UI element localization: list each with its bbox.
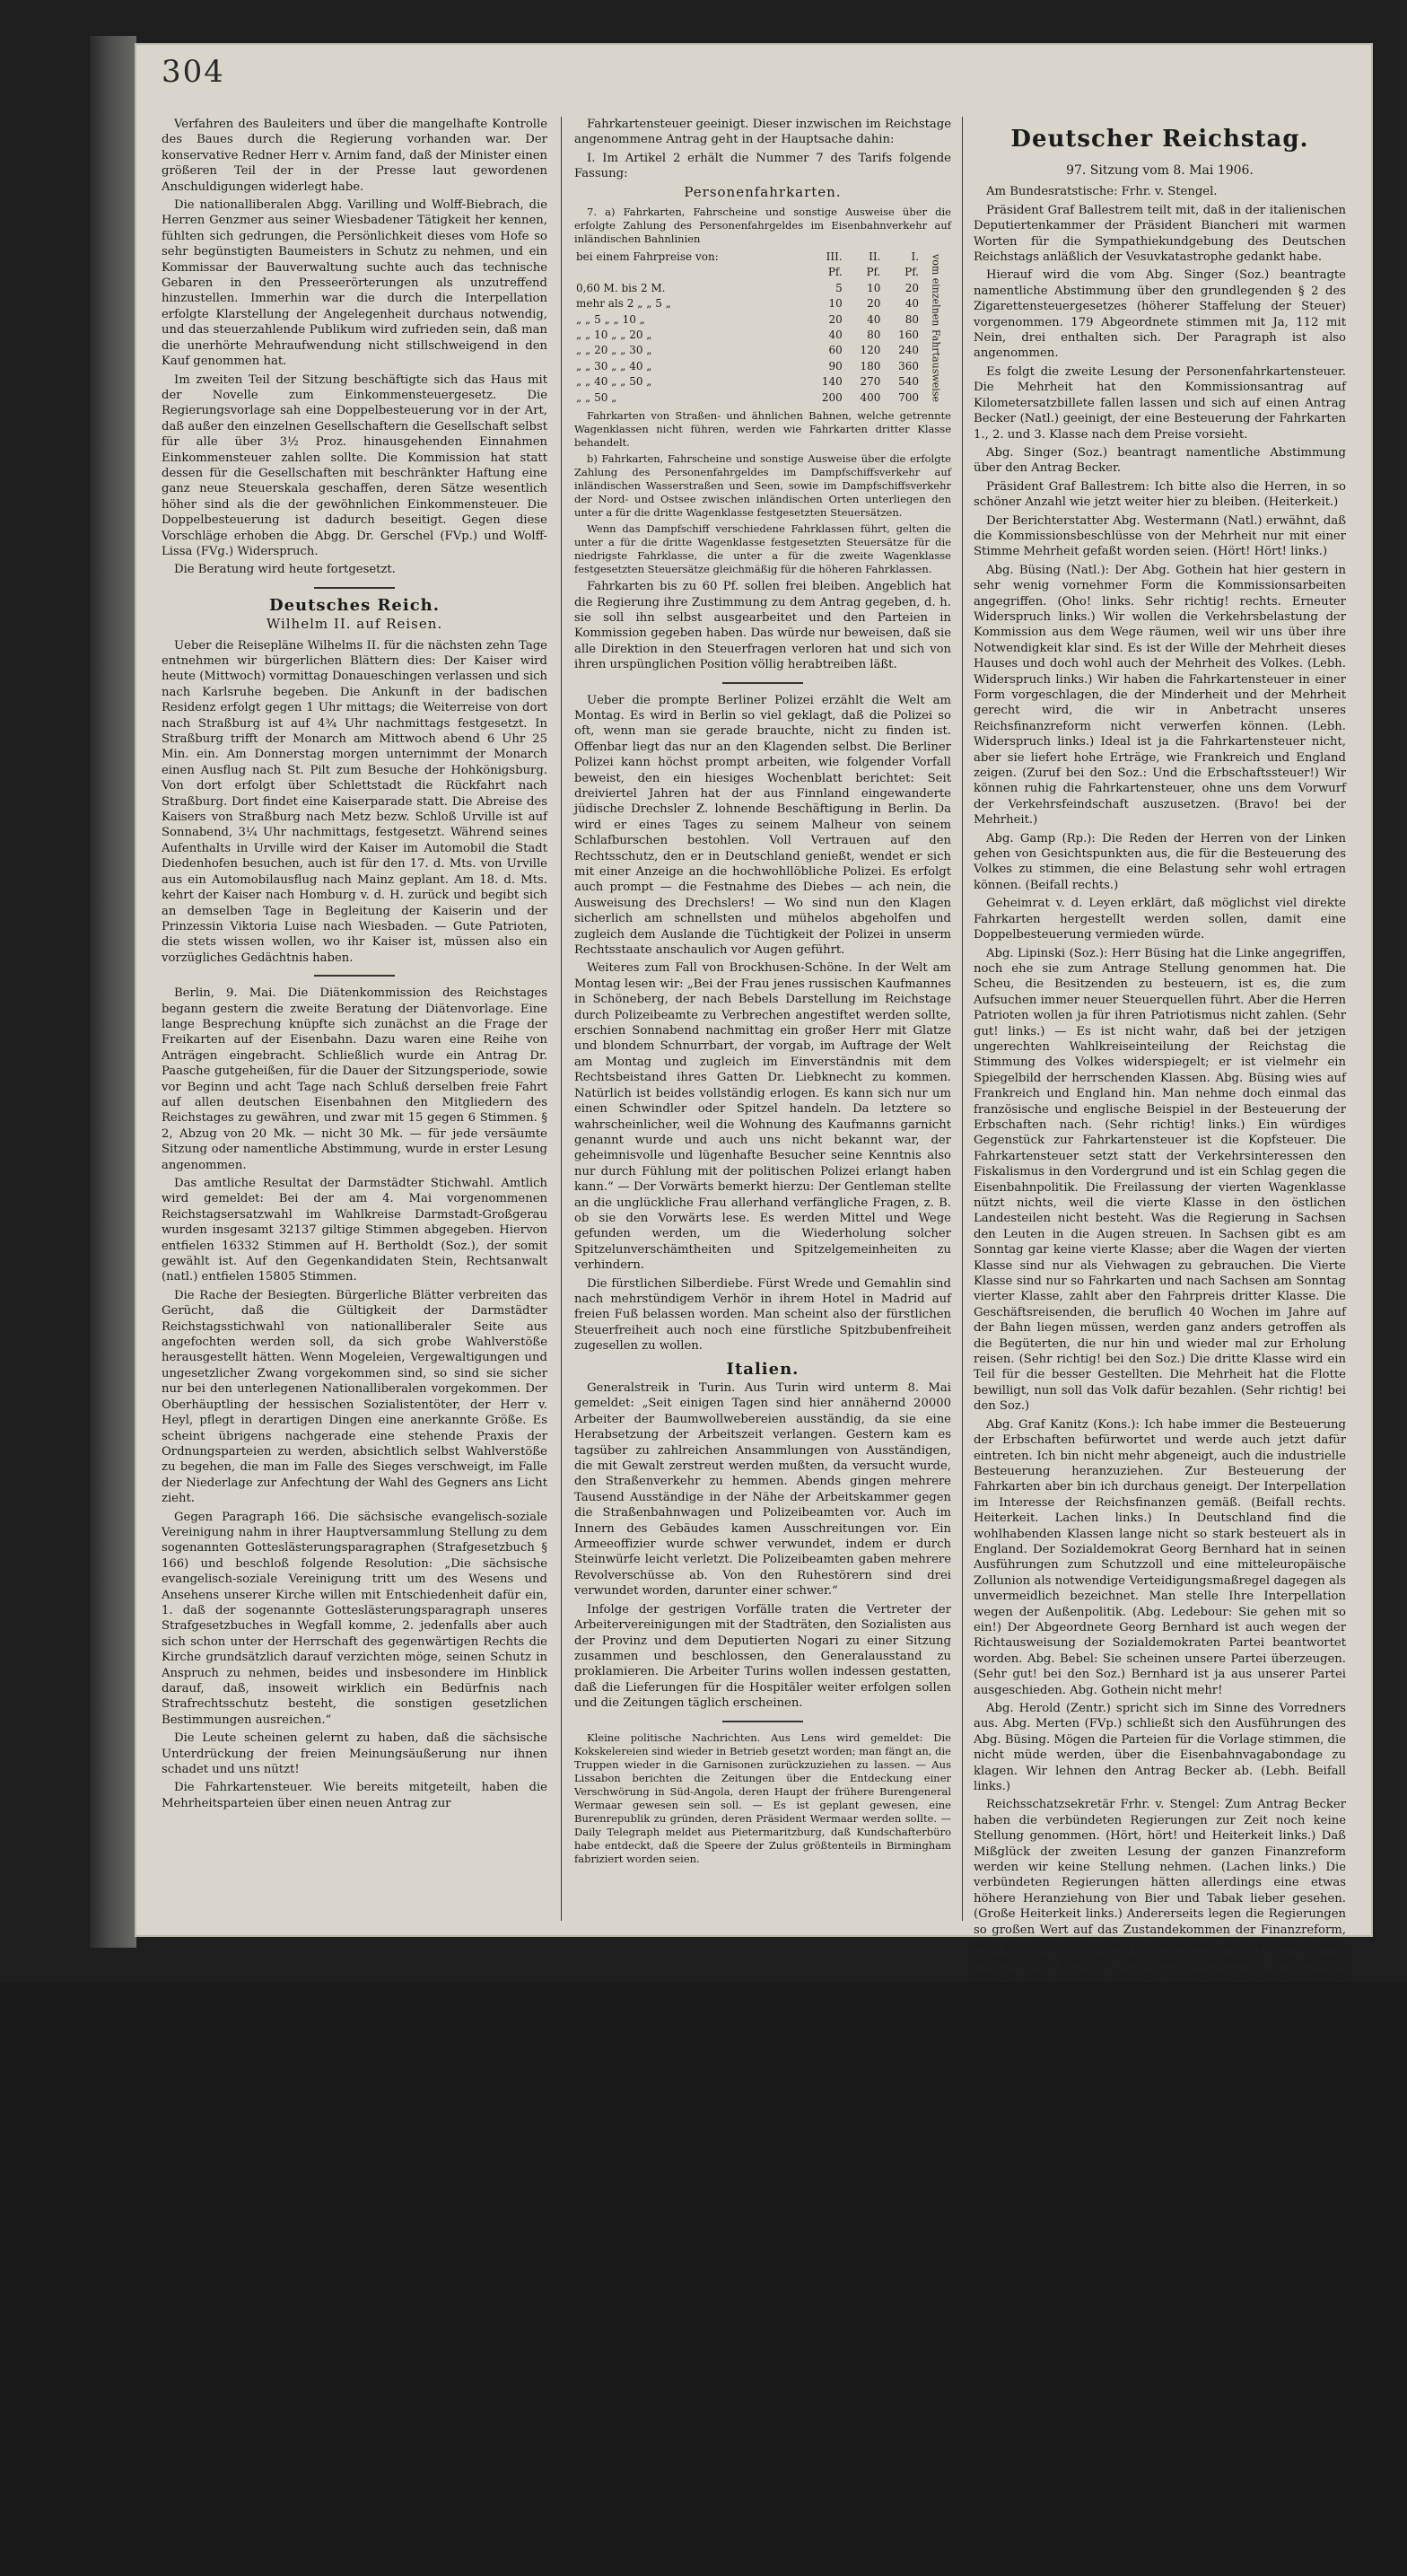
- paragraph: Hierauf wird die vom Abg. Singer (Soz.) beantragte namentliche Abstimmung über den grundlegenden § 2 des Zigarettensteuergesetzes (höherer Staffelung der Steuer) vorgenommen. 179 Abgeordnete stimmen mit Ja, 112 mit Nein, drei enthalten sich. Der Paragraph ist also angenommen.: [974, 268, 1346, 361]
- table-cell: 120: [860, 344, 881, 357]
- paragraph: Geheimrat v. d. Leyen erklärt, daß möglichst viel direkte Fahrkarten hergestellt werden sollen, damit eine Doppelbesteuerung vermieden würde.: [974, 897, 1346, 942]
- column-rule: [962, 117, 963, 1921]
- table-cell: 20: [828, 312, 843, 326]
- paragraph: Abg. Graf Kanitz (Kons.): Ich habe immer die Besteuerung der Erbschaften befürwortet und werde auch jetzt dafür eintreten. Ich bin nicht mehr abgeneigt, auch die industrielle Besteuerung heranzuziehen. Zur Besteuerung der Fahrkarten aber bin ich durchaus geneigt. Der Interpellation im Interesse der Reichsfinanzen gemäß. (Beifall rechts. Heiterkeit. Lachen links.) In Deutschland find die wohlhabenden Klassen lange nicht so stark besteuert als in England. Der Sozialdemokrat Georg Bernhard hat in seinen Ausführungen zum Schutzzoll und eine mitteleuropäische Zollunion als notwendige Verteidigungsmaßregel dagegen als unvermeidlich bezeichnet. Man stelle Ihre Interpellation wegen der Außenpolitik. (Abg. Ledebour: Sie gehen mit so ein!) Der Abgeordnete Georg Bernhard ist auch wegen der Richtausweisung der Sozialdemokraten Partei beantwortet worden. Abg. Bebel: Sie scheinen unsere Partei überzeugen. (Sehr gut! bei den Soz.) Bernhard ist ja aus unserer Partei ausgeschieden. Abg. Gothein nicht mehr!: [974, 1417, 1346, 1697]
- paragraph: Kleine politische Nachrichten. Aus Lens wird gemeldet: Die Kokskelereien sind wieder in Betrieb gesetzt worden; man fängt an, die Truppen wieder in die Garnisonen zurückzuziehen zu lassen. — Aus Lissabon berichten die Zeitungen über die Entdeckung einer Verschwörung in Süd-Angola, deren Haupt der frühere Burengeneral Wermaar gewesen sein soll. — Es ist geplant gewesen, eine Burenrepublik zu gründen, deren Präsident Wermaar werden sollte. — Daily Telegraph meldet aus Pietermaritzburg, daß Kundschafterbüro habe entdeckt, daß die Speere der Zulus größtenteils in Birmingham fabriziert worden seien.: [574, 1730, 951, 1865]
- table-cell: 180: [860, 359, 881, 372]
- paragraph: Ueber die prompte Berliner Polizei erzählt die Welt am Montag. Es wird in Berlin so viel geklagt, daß die Polizei so oft, wenn man sie gerade brauchte, nicht zu finden ist. Offenbar liegt das nur an den Klagenden selbst. Die Berliner Polizei kann höchst prompt arbeiten, wie folgender Vorfall beweist, den ein hiesiges Wochenblatt berichtet: Seit dreiviertel Jahren hat der aus Finnland eingewanderte jüdische Drechsler Z. lohnende Beschäftigung in Berlin. Da wird er eines Tages zu seinem Malheur von seinem Schlafburschen bestohlen. Voll Vertrauen auf den Rechtsschutz, den er in Deutschland genießt, wendet er sich mit einer Anzeige an die hochwohllöbliche Polizei. Es erfolgt auch prompt — die Festnahme des Diebes — ach nein, die Ausweisung des Drechslers! — Wo sind nun den Klagen sicherlich am schnellsten und mühelos abgeholfen und zugleich dem Auslande die Tüchtigkeit der Polizei in unserm Rechtsstaate anschaulich vor Augen geführt.: [574, 693, 951, 958]
- table-cell: 540: [898, 375, 920, 389]
- session-line: 97. Sitzung vom 8. Mai 1906.: [1066, 163, 1254, 178]
- paragraph: Die Beratung wird heute fortgesetzt.: [174, 563, 396, 577]
- paragraph: Fahrkarten bis zu 60 Pf. sollen frei bleiben. Angeblich hat die Regierung ihre Zustimmung zu dem Antrag gegeben, d. h. sie soll ihn selbst ausgearbeitet und den Parteien in Kommission gegeben haben. Das würde nur beweisen, daß sie alle Direktion in den Steuerfragen verloren hat und sich von ihren urspünglichen Position völlig herabtreiben läßt.: [574, 580, 951, 672]
- table-cell: Pf.: [866, 266, 881, 279]
- paragraph: Berlin, 9. Mai. Die Diätenkommission des Reichstages begann gestern die zweite Beratung der Diätenvorlage. Eine lange Besprechung knüpfte sich zunächst an die Frage der Freikarten auf der Eisenbahn. Dazu waren eine Reihe von Anträgen eingebracht. Schließlich wurde ein Antrag Dr. Paasche gutgeheißen, für die Dauer der Sitzungsperiode, sowie vor Beginn und acht Tage nach Schluß derselben freie Fahrt auf allen deutschen Eisenbahnen den Mitgliedern des Reichstages zu gewähren, und zwar mit 15 gegen 6 Stimmen. § 2, Abzug von 20 Mk. — nicht 30 Mk. — für jede versäumte Sitzung oder namentliche Abstimmung, wurde in erster Lesung angenommen.: [162, 986, 547, 1172]
- table-header-row: [574, 250, 951, 265]
- paragraph: Im zweiten Teil der Sitzung beschäftigte sich das Haus mit der Novelle zum Einkommensteuergesetz. Die Regierungsvorlage sah eine Doppelbesteuerung vor in der Art, daß außer den einzelnen Gesellschaftern die Gesellschaft selbst für alle über 3½ Proz. hinausgehenden Einnahmen Einkommensteuer zahlen sollte. Die Kommission hat statt dessen für die Gesellschaften mit beschränkter Haftung eine ganz neue Steuerskala geschaffen, deren Sätze wesentlich höher sind als die der gewöhnlichen Einkommensteuer. Die Doppelbesteuerung ist dadurch beseitigt. Gegen diese Vorschläge erhoben die Abgg. Dr. Gerschel (FVp.) und Wolff-Lissa (FVg.) Widerspruch.: [162, 372, 547, 558]
- table-row: [574, 359, 951, 374]
- paragraph: Abg. Herbert (Soz.): Es ist vergebliche Liebesmühe, wegleugnen zu wollen, daß diese Fahrkartensteuer wie die schwachen Schultern besonders schwer belastet. Wenn die Steuer bei der ersten und zweiten Klasse höher, aber progressiv nach den Einkommensverhältnissen werden würde, so hätte die Fahrkartensteuer keine ganz so harten Folgen. Jetzt wird die Fahrkarte für die dritte Klasse viel schwerer belastet. Das sieht sich bei den Soz. Schwer betroffen wird auch der Sonntagsverkehr und noch den Ostseebädern wie diese schwere Fahrkartensteuer nicht möglich die Minderbemittelten. Das einzig Gute an dieser Steuernachricht ist, daß sie unsere aufklärende Agitation fördert. (Sehr richtig! bei den Soz.): [974, 2293, 1346, 2494]
- paragraph: Weiteres zum Fall von Brockhusen-Schöne. In der Welt am Montag lesen wir: „Bei der Frau jenes russischen Kaufmannes in Schöneberg, der nach Bebels Darstellung im Reichstage durch Polizeibeamte zu Verbrechen angestiftet werden sollte, erschien Sonnabend nachmittag ein großer Herr mit Glatze und blondem Schnurrbart, der vorgab, im Auftrage der Welt am Montag und zugleich im Einverständnis mit dem Rechtsbeistand ihres Gatten Dr. Liebknecht zu kommen. Natürlich ist beides vollständig erlogen. Es kann sich nur um einen Schwindler oder Spitzel handeln. Da letztere so wahrscheinlicher, weil die Wohnung des Kaufmanns garnicht genannt wurde und auch uns nicht bekannt war, der geheimnisvolle und lügenhafte Besucher seine Kenntnis also nur durch Fühlung mit der politischen Polizei erlangt haben kann.“ — Der Vorwärts bemerkt hierzu: Der Gentleman stellte an die unglückliche Frau allerhand verfängliche Fragen, z. B. ob sie den Vorwärts lese. Es werden Mittel und Wege gefunden werden, um die Wiederholung solcher Spitzelunverschämtheiten und Spitzelgemeinheiten zu verhindern.: [574, 961, 951, 1273]
- paragraph: Präsident Graf Ballestrem: Ich bitte also die Herren, in so schöner Anzahl wie jetzt weiter hier zu bleiben. (Heiterkeit.): [974, 479, 1346, 510]
- table-cell: mehr als 2 „ „ 5 „: [576, 297, 671, 311]
- table-cell: 360: [898, 359, 920, 372]
- page-number: 304: [162, 54, 225, 90]
- paragraph: Präsident Graf Ballestrem teilt mit, daß in der italienischen Deputiertenkammer der Präsident Biancheri mit warmen Worten für die Sympathiekundgebung des Deutschen Reichstags anläßlich der Vesuvkatastrophe gedankt habe.: [974, 203, 1346, 265]
- table-cell: 160: [898, 329, 920, 342]
- table-header-cell: bei einem Fahrpreise von:: [576, 250, 719, 264]
- table-cell: 10: [867, 281, 881, 294]
- paragraph: Abg. Gräfe (Ant.) wendet sich im Interesse des Mittelstandes gegen die Fahrkartensteuer und empfiehlt eine Reichsweinsteuer, eine Champagnersteuer, eine Wertzuwachssteuer und einen hohen Zoll auf importierte Zigarren.: [974, 2003, 1346, 2081]
- tax-table: [574, 250, 951, 406]
- table-cell: 40: [867, 312, 881, 326]
- paragraph: Generalstreik in Turin. Aus Turin wird unterm 8. Mai gemeldet: „Seit einigen Tagen sind hier annähernd 20000 Arbeiter der Baumwollwebereien ausständig, da sie eine Herabsetzung der Arbeitszeit verlangen. Gestern kam es tagsüber zu zahlreichen Ansammlungen von Ausständigen, die mit Gewalt zerstreut werden mußten, da versucht wurde, den Straßenverkehr zu hemmen. Abends gingen mehrere Tausend Ausständige in der Nähe der Arbeitskammer gegen die Straßenbahnwagen und Polizeibeamten vor. Auch im Innern des Gebäudes kamen Ausschreitungen vor. Ein Armeeoffizier wurde schwer verwundet, indem er durch Steinwürfe leicht verletzt. Die Polizeibeamten gaben mehrere Revolverschüsse ab. Von den Ruhestörern sind drei verwundet worden, darunter einer schwer.“: [574, 1381, 951, 1599]
- paragraph: Wenn das Dampfschiff verschiedene Fahrklassen führt, gelten die unter a für die dritte Wagenklasse festgesetzten Steuersätze für die niedrigste Fahrklasse, die unter a für die zweite Wagenklasse festgesetzten Steuersätze gleichmäßig für die höheren Fahrklassen.: [574, 522, 951, 576]
- table-cell: 60: [828, 344, 843, 357]
- table-row: [574, 328, 951, 343]
- paragraph: Fahrkarten von Straßen- und ähnlichen Bahnen, welche getrennte Wagenklassen nicht führen, werden wie Fahrkarten dritter Klasse behandelt.: [574, 409, 951, 450]
- table-cell: 400: [860, 390, 881, 404]
- paragraph: Es folgt die zweite Lesung der Personenfahrkartensteuer. Die Mehrheit hat den Kommissionsantrag auf Kilometersatzbillete fallen lassen und sich auf einen Antrag Becker (Natl.) geeinigt, der eine Besteuerung der Fahrkarten 1., 2. und 3. Klasse nach dem Preise vorsieht.: [974, 364, 1346, 442]
- table-cell: 270: [860, 375, 881, 389]
- column-rule: [561, 117, 562, 1921]
- section-subheading: Wilhelm II. auf Reisen.: [266, 616, 443, 633]
- paragraph: I. Im Artikel 2 erhält die Nummer 7 des Tarifs folgende Fassung:: [574, 151, 951, 181]
- section-heading: Italien.: [726, 1359, 800, 1379]
- paragraph: Die Leute scheinen gelernt zu haben, daß die sächsische Unterdrückung der freien Meinungsäußerung nur ihnen schadet und uns nützt!: [162, 1731, 547, 1777]
- table-cell: Pf.: [827, 266, 843, 279]
- table-row: [574, 296, 951, 311]
- paragraph: Abg. Singer (Soz.) beantragt namentliche Abstimmung über den Antrag Becker.: [974, 445, 1346, 476]
- table-cell: 90: [828, 359, 843, 372]
- paragraph: Gegen Paragraph 166. Die sächsische evangelisch-soziale Vereinigung nahm in ihrer Hauptversammlung Stellung zu dem sogenannten Gotteslästerungsparagraphen (Strafgesetzbuch § 166) und beschloß folgende Resolution: „Die sächsische evangelisch-soziale Vereinigung tritt um des Wesens und Ansehens unserer Kirche willen mit Entschiedenheit dafür ein, 1. daß der sogenannte Gotteslästerungsparagraph unseres Strafgesetzbuches in Wegfall komme, 2. jedenfalls aber auch sich schon unter der Herrschaft des gegenwärtigen Rechts die Kirche grundsätzlich darauf verzichten möge, seinen Schutz in Anspruch zu nehmen, beides und insbesondere im Hinblick darauf, daß, insoweit wirklich ein Bedürfnis nach Strafrechtsschutz besteht, die sonstigen gesetzlichen Bestimmungen ausreichen.“: [162, 1510, 547, 1727]
- paragraph: 7. a) Fahrkarten, Fahrscheine und sonstige Ausweise über die erfolgte Zahlung des Personenfahrgeldes im Eisenbahnverkehr auf inländischen Bahnlinien: [574, 206, 951, 246]
- paragraph: b) Fahrkarten, Fahrscheine und sonstige Ausweise über die erfolgte Zahlung des Personenfahrgeldes im Dampfschiffsverkehr auf inländischen Wasserstraßen und Seen, sowie im Dampfschiffsverkehr der Nord- und Ostsee zwischen inländischen Orten unterliegen den unter a für die dritte Wagenklasse festgesetzten Steuersätzen.: [574, 452, 951, 520]
- table-cell: „ „ 10 „ „ 20 „: [576, 329, 652, 342]
- paragraph: Am Bundesratstische: Frhr. v. Stengel.: [986, 185, 1218, 199]
- column-3: [974, 163, 1346, 2575]
- table-cell: 80: [867, 329, 881, 342]
- table-cell: 80: [904, 312, 920, 326]
- divider: [722, 1721, 803, 1722]
- table-cell: 10: [828, 297, 843, 311]
- paragraph: Abg. Büsing (Natl.): Der Abg. Gothein hat hier gestern in sehr wenig vornehmer Form die Kommissionsarbeiten angegriffen. (Oho! links. Sehr richtig! rechts. Erneuter Widerspruch links.) Wir wollen die Verkehrsbelastung der Kommission aus dem Wege räumen, weil wir uns über ihre Notwendigkeit klar sind. Es ist der Wille der Mehrheit dieses Hauses und doch wohl auch der Mehrheit des Volkes. (Lebh. Widerspruch links.) Wir haben die Fahrkartensteuer in einer Form vorgeschlagen, die der Minderheit und der Mehrheit gerecht wird, die wir in Anbetracht unseres Reichsfinanzreform nicht verwerfen können. (Lebh. Widerspruch links.) Ideal ist ja die Fahrkartensteuer nicht, aber sie liefert hohe Erträge, wie Frankreich und England zeigen. (Zuruf bei den Soz.: Und die Erbschaftssteuer!) Wir können ruhig die Fahrkartensteuer, ohne uns dem Vorwurf der Verkehrsfeindschaft auszusetzen. (Bravo! bei der Mehrheit.): [974, 563, 1346, 828]
- divider: [314, 975, 395, 977]
- paragraph: Abg. Herold (Zentr.) spricht sich im Sinne des Vorredners aus. Abg. Merten (FVp.) schließt sich den Ausführungen des Abg. Büsing. Mögen die Parteien für die Vorlage stimmen, die nicht müde werden, über die Eisenbahnvagabondage zu klagen. Wir lehnen den Antrag Becker ab. (Lebh. Beifall links.): [974, 1702, 1346, 1794]
- paragraph: Die nationalliberalen Abgg. Varilling und Wolff-Biebrach, die Herren Genzmer aus seiner Wiesbadener Tätigkeit her kennen, fühlten sich gedrungen, die Persönlichkeit dieses vom Hofe so sehr begünstigten Baumeisters in Schutz zu nehmen, und ein Kommissar der Bauverwaltung suchte auch das technische Gebaren in den Presseerörterungen als unzutreffend hinzustellen. Immerhin war die durch die Interpellation erfolgte Klarstellung der Angelegenheit durchaus notwendig, und das steuerzahlende Publikum wird zufrieden sein, daß man die unerhörte Mehraufwendung nicht stillschweigend in den Kauf genommen hat.: [162, 198, 547, 369]
- table-cell: „ „ 50 „: [576, 390, 617, 404]
- divider: [314, 587, 395, 589]
- table-cell: „ „ 40 „ „ 50 „: [576, 375, 652, 389]
- paragraph: Infolge der gestrigen Vorfälle traten die Vertreter der Arbeitervereinigungen mit der Stadträten, den Sozialisten aus der Provinz und dem Deputierten Nogari zu einer Sitzung zusammen und beschlossen, den Generalausstand zu proklamieren. Die Arbeiter Turins wollen indessen gestatten, daß die Lieferungen für die Hospitäler weiter erfolgen sollen und die Zeitungen täglich erscheinen.: [574, 1602, 951, 1711]
- table-cell: 40: [828, 329, 843, 342]
- table-cell: 0,60 M. bis 2 M.: [576, 281, 666, 294]
- table-cell: 40: [904, 297, 920, 311]
- table-row: [574, 343, 951, 358]
- table-header-cell: III.: [826, 250, 843, 264]
- table-cell: 5: [835, 281, 843, 294]
- paragraph: Das amtliche Resultat der Darmstädter Stichwahl. Amtlich wird gemeldet: Bei der am 4. Mai vorgenommenen Reichstagsersatzwahl im Wahlkreise Darmstadt-Großgerau wurden insgesamt 32137 giltige Stimmen abgegeben. Hiervon entfielen 16332 Stimmen auf H. Bertholdt (Soz.), der somit gewählt ist. Auf den Gegenkandidaten Stein, Rechtsanwalt (natl.) entfielen 15805 Stimmen.: [162, 1177, 547, 1284]
- table-row: [574, 390, 951, 406]
- table-cell: „ „ 30 „ „ 40 „: [576, 359, 652, 372]
- paragraph: Die fürstlichen Silberdiebe. Fürst Wrede und Gemahlin sind nach mehrstündigem Verhör in ihrem Hotel in Madrid auf freien Fuß belassen worden. Man scheint also der fürstlichen Steuerfreiheit auch noch eine fürstliche Spitzbubenfreiheit zugesellen zu wollen.: [574, 1276, 951, 1354]
- table-row: [574, 312, 951, 328]
- paragraph: Die Rache der Besiegten. Bürgerliche Blätter verbreiten das Gerücht, daß die Gültigkeit der Darmstädter Reichstagsstichwahl von nationalliberaler Seite aus angefochten werden soll, da sich grobe Wahlverstöße herausgestellt hätten. Wenn Mogeleien, Vergewaltigungen und ungesetzlicher Zwang vorgekommen sind, so sind sie sicher nur bei den unterlegenen Nationalliberalen vorgekommen. Der Oberhäuptling der hessischen Sozialistentöter, der Herr v. Heyl, pflegt in derartigen Dingen eine anerkannte Größe. Es scheint übrigens nachgerade eine stehende Praxis der Ordnungsparteien zu werden, absichtlich selbst Wahlverstöße zu begehen, die man im Falle des Sieges verschweigt, im Falle der Niederlage zur Anfechtung der Wahl des Gegners ans Licht zieht.: [162, 1288, 547, 1506]
- table-cell: 140: [821, 375, 843, 389]
- section-heading: Deutsches Reich.: [268, 595, 441, 615]
- paragraph: Abg. Gamp (Rp.): Die Reden der Herren von der Linken gehen von Gesichtspunkten aus, die für die Besteuerung des Volkes zu stimmen, die eine Belastung sehr wohl ertragen können. (Beifall rechts.): [974, 831, 1346, 892]
- table-unit-row: [574, 265, 951, 280]
- table-cell: 20: [904, 281, 920, 294]
- table-cell: 200: [821, 390, 843, 404]
- table-cell: Pf.: [904, 266, 920, 279]
- section-title: Deutscher Reichstag.: [1010, 126, 1309, 153]
- paragraph: Reichsschatzsekretär Frhr. v. Stengel: Zum Antrag Becker haben die verbündeten Regierungen zur Zeit noch keine Stellung genommen. (Hört, hört! und Heiterkeit links.) Daß Mißglück der zweiten Lesung der ganzen Finanzreform werden wir keine Stellung nehmen. (Lachen links.) Die verbündeten Regierungen hätten allerdings eine etwas höhere Heranziehung von Bier und Tabak lieber gesehen. (Große Heiterkeit links.) Andererseits legen die Regierungen so großen Wert auf das Zustandekommen der Finanzreform, daß sie vermutlich manche Bedenken zurücktreten lassen werden, ich, aber die unter allen Umständen dem Antrag Becker den Vorzug vor der Kommissionsfassung geben werden.: [974, 1798, 1346, 2000]
- table-side-label: vom einzelnen Fahrtausweise: [930, 253, 942, 402]
- paragraph: Ueber die Reisepläne Wilhelms II. für die nächsten zehn Tage entnehmen wir bürgerlichen Blättern dies: Der Kaiser wird heute (Mittwoch) vormittag Donaueschingen verlassen und sich nach Karlsruhe begeben. Die Ankunft in der badischen Residenz erfolgt gegen 1 Uhr mittags; die Weiterreise von dort nach Straßburg ist auf 4¾ Uhr nachmittags festgesetzt. In Straßburg trifft der Monarch am Mittwoch abend 6 Uhr 25 Min. ein. Am Donnerstag morgen unternimmt der Monarch einen Ausflug nach St. Pilt zum Besuche der Hohkönigsburg. Von dort erfolgt über Schlettstadt die Rückfahrt nach Straßburg. Dort findet eine Kaiserparade statt. Die Abreise des Kaisers von Straßburg nach Metz bezw. Schloß Urville ist auf Sonnabend, 3¼ Uhr nachmittags, festgesetzt. Während seines Aufenthalts in Urville wird der Kaiser im Automobil die Stadt Diedenhofen besuchen, auch ist für den 17. d. Mts. von Urville aus ein Automobilausflug nach Mainz geplant. Am 18. d. Mts. kehrt der Kaiser nach Homburg v. d. H. zurück und begibt sich an demselben Tage in Begleitung der Kaiserin und der Prinzessin Viktoria Luise nach Wiesbaden. — Gute Patrioten, die stets wissen wollen, wo ihr Kaiser ist, müssen also ein vorzügliches Gedächtnis haben.: [162, 638, 547, 965]
- paragraph: Verfahren des Bauleiters und über die mangelhafte Kontrolle des Baues durch die Regierung vorhanden war. Der konservative Redner Herr v. Arnim fand, daß der Minister einen größeren Teil der in der Presse laut gewordenen Anschuldigungen widerlegt habe.: [162, 118, 547, 194]
- paragraph: Der Berichterstatter Abg. Westermann (Natl.) erwähnt, daß die Kommissionsbeschlüsse von der Mehrheit nur mit einer Stimme Mehrheit gefaßt worden seien. (Hört! Hört! links.): [974, 513, 1346, 559]
- book-binding: [90, 36, 136, 1948]
- table-row: [574, 374, 951, 390]
- paragraph: Die Fahrkartensteuer. Wie bereits mitgeteilt, haben die Mehrheitsparteien über einen neuen Antrag zur: [162, 1781, 547, 1810]
- paragraph: Reichsschatzsekretär Frhr. v. Stengel: Auf die letzte Bemerkung antworte ich nicht. (Bravo! rechts.) Wenn ich auf alle Widersprüche gegen Steuern antworten sollte, so könnte ich erst garnicht mit der Reichsfinanzreform fertig, und wenn ich wie Methusalem.: [974, 2212, 1346, 2289]
- paragraph: Fahrkartensteuer geeinigt. Dieser inzwischen im Reichstage angenommene Antrag geht in der Hauptsache dahin:: [574, 118, 951, 147]
- table-header-cell: II.: [869, 250, 881, 264]
- table-cell: 240: [898, 344, 920, 357]
- table-cell: [574, 265, 806, 280]
- table-heading: Personenfahrkarten.: [684, 183, 842, 200]
- column-1: [162, 117, 547, 1948]
- table-cell: „ „ 5 „ „ 10 „: [576, 312, 645, 326]
- paragraph: Abg. Büsing (Natl.) wendet sich gegen den Abg. Büsing. Abg. Gothein (FVg.) ist empfindlich zu sein, wie eine englische Miß. (Heiterkeit.) Wir haben wie Abg. Kanitz gesagt, daß die Steuer so noch weniger drückt, wie Kadehe auf die schwachen Schultern: [974, 2499, 1346, 2575]
- column-2: [574, 117, 951, 1948]
- table-header-cell: I.: [911, 250, 920, 264]
- divider: [722, 682, 803, 684]
- paragraph: Abg. Schrader (FVg.): Man ist einig darüber, daß Geld geschafft werden muß, aber wie, darüber herrscht keine Einigkeit. Im Reichstage spiegelt sich nicht die wahre Stimmung des Volkes wider, wie der Abg. Büsing fälschlich behauptet, bei der Fahrkartensteuer, die der Volksmeinung entgegen sein. Die ganze Steuerpolitik des Deutschen Reiches ist von agrarischen Geiste durchweht. (Lebh. Beifall links.): [974, 2084, 1346, 2208]
- paragraph: Abg. Lipinski (Soz.): Herr Büsing hat die Linke angegriffen, noch ehe sie zum Antrage Stellung genommen hat. Die Scheu, die Besitzenden zu besteuern, ist es, die zum Aufsuchen immer neuer Steuerquellen führt. Aber die Herren Patrioten wollen ja für ihren Patriotismus nicht zahlen. (Sehr gut! links.) — Es ist nicht wahr, daß bei der jetzigen ungerechten Wahlkreiseinteilung der Reichstag die Stimmung des Volkes widerspiegelt; er ist vielmehr ein Spiegelbild der herrschenden Klassen. Abg. Büsing wies auf Frankreich und England hin. Man nehme doch einmal das französische und englische Beispiel in der Besteuerung der Erbschaften nach. (Sehr richtig! links.) Ein würdiges Gegenstück zur Fahrkartensteuer ist die Kopfsteuer. Die Fahrkartensteuer setzt statt der Verkehrsinteressen den Fiskalismus in den Vordergrund und ist ein Schlag gegen die Eisenbahnpolitik. Die Freilassung der vierten Wagenklasse nützt nichts, weil die vierte Klasse in den östlichen Landesteilen nicht besteht. Was die Regierung in Sachsen den Leuten in die Augen streuen. In Sachsen gibt es am Sonntag gar keine vierte Klasse; aber die Wagen der vierten Klasse sind nur als Viehwagen zu gebrauchen. Die Vierte Klasse sind nur so Fahrkarten und nach Sachsen am Sonntag vierter Klasse, zahlt aber den Fahrpreis dritter Klasse. Die Geschäftsreisenden, die beruflich 40 Wochen im Jahre auf der Bahn liegen müssen, werden ganz anders getroffen als die Begüterten, die nur hin und wieder mal zur Erholung reisen. (Sehr richtig! bei den Soz.) Die dritte Klasse wird ein Teil für die besser Gestellten. Die Mehrheit hat die Flotte bewilligt, nun soll das Volk dafür bezahlen. (Sehr richtig! bei den Soz.): [974, 946, 1346, 1414]
- table-cell: 700: [898, 390, 920, 404]
- table-row: [574, 281, 951, 296]
- table-cell: 20: [867, 297, 881, 311]
- table-cell: „ „ 20 „ „ 30 „: [576, 344, 652, 357]
